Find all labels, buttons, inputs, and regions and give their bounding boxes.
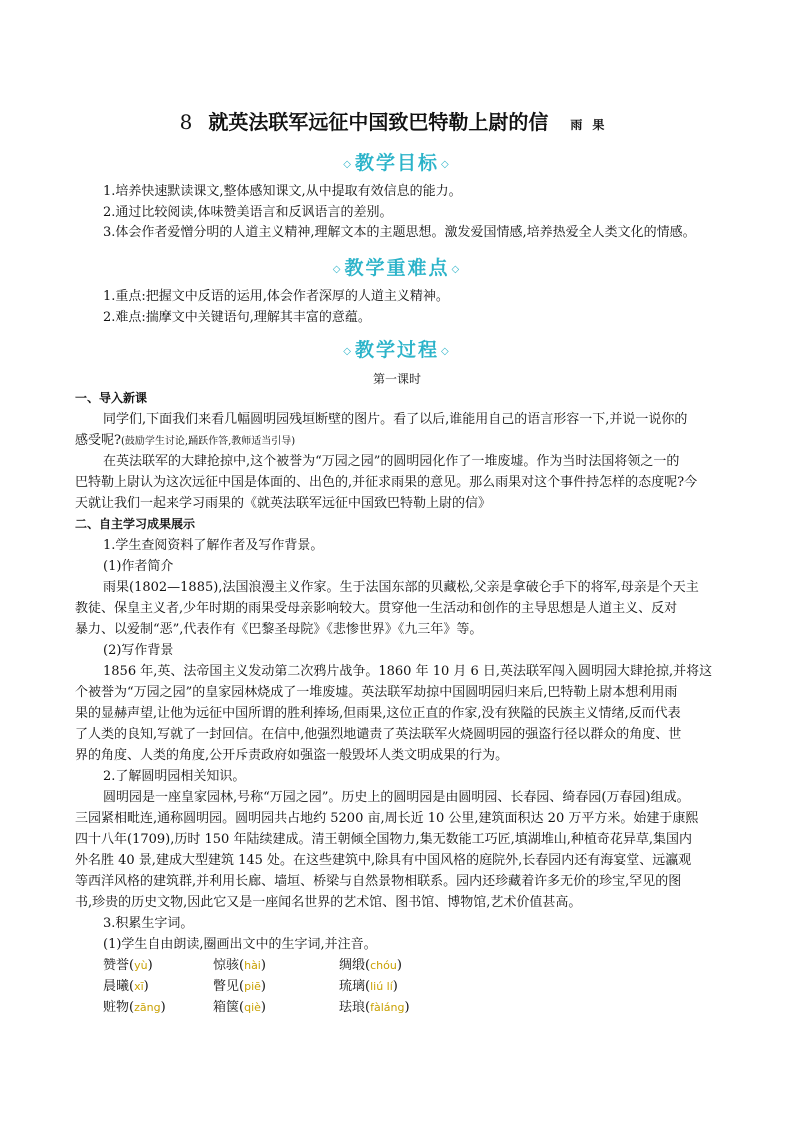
section-heading-goals: ◇ 教学目标 ◇ <box>343 152 451 174</box>
title-text: 就英法联军远征中国致巴特勒上尉的信 <box>208 110 549 134</box>
part1-heading: 一、导入新课 <box>75 391 148 405</box>
key-point-2: 2.难点:揣摩文中关键语句,理解其丰富的意蕴。 <box>103 310 371 325</box>
park-line: 外名胜 40 景,建成大型建筑 145 处。在这些建筑中,除具有中国风格的庭院外,长春园内还有海宴堂、远瀛观 <box>75 853 692 868</box>
item-3: 3.积累生字词。 <box>103 916 194 931</box>
vocab-item: 珐琅(fàláng) <box>339 1000 410 1015</box>
goal-2: 2.通过比较阅读,体味赞美语言和反讽语言的差别。 <box>103 205 393 220</box>
goal-1: 1.培养快速默读课文,整体感知课文,从中提取有效信息的能力。 <box>103 184 462 199</box>
diamond-icon: ◇ <box>332 263 343 275</box>
background-line: 了人类的良知,写就了一封回信。在信中,他强烈地谴责了英法联军火烧圆明园的强盗行径以群众的角度、世 <box>75 727 682 742</box>
background-line: 界的角度、人类的角度,公开斥责政府如强盗一般毁坏人类文明成果的行为。 <box>75 748 509 763</box>
background-line: 果的显赫声望,让他为远征中国所谓的胜利捧场,但雨果,这位正直的作家,没有狭隘的民族主义情绪,反而代表 <box>75 706 681 721</box>
vocab-item: 惊骇(hài) <box>213 958 266 973</box>
vocab-item: 绸缎(chóu) <box>339 958 402 973</box>
item-2: 2.了解圆明园相关知识。 <box>103 769 246 784</box>
section-heading-process: ◇ 教学过程 ◇ <box>343 339 451 361</box>
vocab-item: 赞誉(yù) <box>103 958 153 973</box>
intro-line: 感受呢?(鼓励学生讨论,踊跃作答,教师适当引导) <box>75 433 296 448</box>
author-line: 暴力、以爱制“恶”,代表作有《巴黎圣母院》《悲惨世界》《九三年》等。 <box>75 622 483 637</box>
key-point-1: 1.重点:把握文中反语的运用,体会作者深厚的人道主义精神。 <box>103 289 449 304</box>
vocab-item: 箱箧(qiè) <box>213 1000 266 1015</box>
part2-heading: 二、自主学习成果展示 <box>75 517 196 531</box>
sub-heading-vocab: (1)学生自由朗读,圈画出文中的生字词,并注音。 <box>103 937 377 952</box>
park-line: 四十八年(1709),历时 150 年陆续建成。清王朝倾全国物力,集无数能工巧匠,填湖堆山,种植奇花异草,集国内 <box>75 832 692 847</box>
sub-heading-author: (1)作者简介 <box>103 559 174 574</box>
intro-line: 天就让我们一起来学习雨果的《就英法联军远征中国致巴特勒上尉的信》 <box>75 496 492 511</box>
item-1: 1.学生查阅资料了解作者及写作背景。 <box>103 538 324 553</box>
author-line: 教徒、保皇主义者,少年时期的雨果受母亲影响较大。贯穿他一生活动和创作的主导思想是人道主义、反对 <box>75 601 678 616</box>
sub-heading-background: (2)写作背景 <box>103 643 174 658</box>
lesson-number: 8 <box>179 110 193 134</box>
intro-line: 在英法联军的大肆抢掠中,这个被誉为“万园之园”的圆明园化作了一堆废墟。作为当时法国将领之一的 <box>103 454 680 469</box>
author-name: 雨果 <box>570 118 615 132</box>
document-title <box>0 106 794 135</box>
intro-line: 同学们,下面我们来看几幅圆明园残垣断壁的图片。看了以后,谁能用自己的语言形容一下,并说一说你的 <box>103 412 688 427</box>
park-line: 三园紧相毗连,通称圆明园。圆明园共占地约 5200 亩,周长近 10 公里,建筑面积达 20 万平方米。始建于康熙 <box>75 811 699 826</box>
park-line: 圆明园是一座皇家园林,号称“万园之园”。历史上的圆明园是由圆明园、长春园、绮春园(万春园)组成。 <box>103 790 690 805</box>
intro-line: 巴特勒上尉认为这次远征中国是体面的、出色的,并征求雨果的意见。那么雨果对这个事件持怎样的态度呢?今 <box>75 475 698 490</box>
goal-3: 3.体会作者爱憎分明的人道主义精神,理解文本的主题思想。激发爱国情感,培养热爱全人类文化的情感。 <box>103 225 696 240</box>
park-line: 等西洋风格的建筑群,并利用长廊、墙垣、桥梁与自然景物相联系。园内还珍藏着许多无价的珍宝,罕见的图 <box>75 874 682 889</box>
diamond-icon: ◇ <box>441 345 451 357</box>
background-line: 1856 年,英、法帝国主义发动第二次鸦片战争。1860 年 10 月 6 日,英法联军闯入圆明园大肆抢掠,并将这 <box>103 664 713 679</box>
vocab-item: 瞥见(piē) <box>213 979 266 994</box>
background-line: 个被誉为“万园之园”的皇家园林烧成了一堆废墟。英法联军劫掠中国圆明园归来后,巴特勒上尉本想利用雨 <box>75 685 678 700</box>
vocab-item: 琉璃(liú lí) <box>339 979 398 994</box>
diamond-icon: ◇ <box>343 345 353 357</box>
lesson-label: 第一课时 <box>372 372 421 386</box>
section-heading-key-points: ◇ 教学重难点 ◇ <box>332 257 462 279</box>
vocab-item: 赃物(zāng) <box>103 1000 166 1015</box>
diamond-icon: ◇ <box>441 158 451 170</box>
park-line: 书,珍贵的历史文物,因此它又是一座闻名世界的艺术馆、图书馆、博物馆,艺术价值甚高。 <box>75 895 582 910</box>
diamond-icon: ◇ <box>343 158 353 170</box>
author-line: 雨果(1802—1885),法国浪漫主义作家。生于法国东部的贝藏松,父亲是拿破仑手下的将军,母亲是个天主 <box>103 580 699 595</box>
diamond-icon: ◇ <box>451 263 462 275</box>
vocab-item: 晨曦(xī) <box>103 979 149 994</box>
